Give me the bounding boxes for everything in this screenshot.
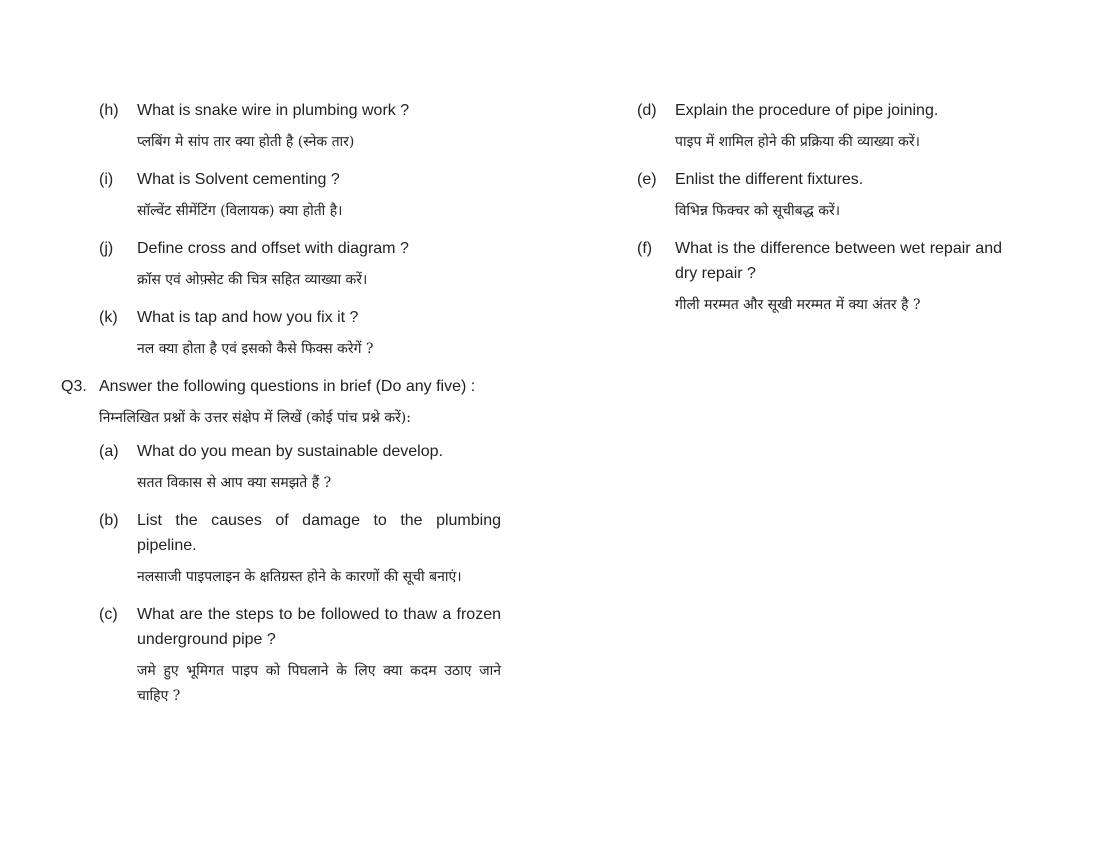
question-number: (h): [99, 102, 119, 119]
question-number: (b): [99, 512, 119, 529]
left-column: [61, 98, 501, 721]
question-text-english: What is Solvent cementing ?: [137, 171, 340, 188]
question-text-english: What is tap and how you fix it ?: [137, 309, 359, 326]
question-text-english: What is the difference between wet repair and dry repair ?: [675, 240, 1002, 282]
question-number: (d): [637, 102, 657, 119]
question-text-english: What are the steps to be followed to thaw a frozen underground pipe ?: [137, 606, 501, 648]
question-text-hindi: सॉल्वेंट सीमेंटिंग (विलायक) क्या होती है।: [137, 203, 343, 219]
question-number: (c): [99, 606, 118, 623]
question-f: [637, 236, 1002, 318]
question-k: [99, 305, 501, 362]
right-column: [637, 98, 1002, 330]
question-text-hindi: जमे हुए भूमिगत पाइप को पिघलाने के लिए क्या कदम उठाए जाने चाहिए ?: [137, 663, 501, 704]
section-number: Q3.: [61, 378, 87, 395]
question-number: (f): [637, 240, 653, 257]
question-text-hindi: प्लबिंग मे सांप तार क्या होती है (स्नेक तार): [137, 134, 355, 150]
question-number: (k): [99, 309, 118, 326]
question-text-english: Enlist the different fixtures.: [675, 171, 864, 188]
question-text-english: Explain the procedure of pipe joining.: [675, 102, 939, 119]
question-text-hindi: गीली मरम्मत और सूखी मरम्मत में क्या अंतर है ?: [675, 297, 921, 313]
question-i: [99, 167, 501, 224]
section-q3: [61, 374, 501, 709]
question-text-english: What is snake wire in plumbing work ?: [137, 102, 410, 119]
question-number: (e): [637, 171, 657, 188]
section-instruction-hindi: निम्नलिखित प्रश्नों के उत्तर संक्षेप में लिखें (कोई पांच प्रश्ने करें):: [99, 410, 411, 426]
question-e: [637, 167, 1002, 224]
question-text-english: List the causes of damage to the plumbing pipeline.: [137, 512, 501, 554]
question-j: [99, 236, 501, 293]
question-text-hindi: सतत विकास से आप क्या समझते हैं ?: [137, 475, 332, 491]
question-number: (j): [99, 240, 114, 257]
question-text-hindi: नल क्या होता है एवं इसको कैसे फिक्स करेगें ?: [137, 341, 374, 357]
question-text-hindi: नलसाजी पाइपलाइन के क्षतिग्रस्त होने के कारणों की सूची बनाएं।: [137, 569, 462, 585]
question-text-hindi: पाइप में शामिल होने की प्रक्रिया की व्याख्या करें।: [675, 134, 920, 150]
question-text-english: What do you mean by sustainable develop.: [137, 443, 443, 460]
question-text-hindi: क्रॉस एवं ओफ़्सेट की चित्र सहित व्याख्या करें।: [137, 272, 368, 288]
question-number: (a): [99, 443, 119, 460]
question-a: [99, 439, 501, 496]
question-h: [99, 98, 501, 155]
question-text-hindi: विभिन्न फिक्चर को सूचीबद्ध करें।: [675, 203, 841, 219]
question-c: [99, 602, 501, 709]
question-number: (i): [99, 171, 114, 188]
question-b: [99, 508, 501, 590]
question-text-english: Define cross and offset with diagram ?: [137, 240, 409, 257]
question-d: [637, 98, 1002, 155]
section-instruction-english: Answer the following questions in brief (Do any five) :: [99, 378, 476, 395]
